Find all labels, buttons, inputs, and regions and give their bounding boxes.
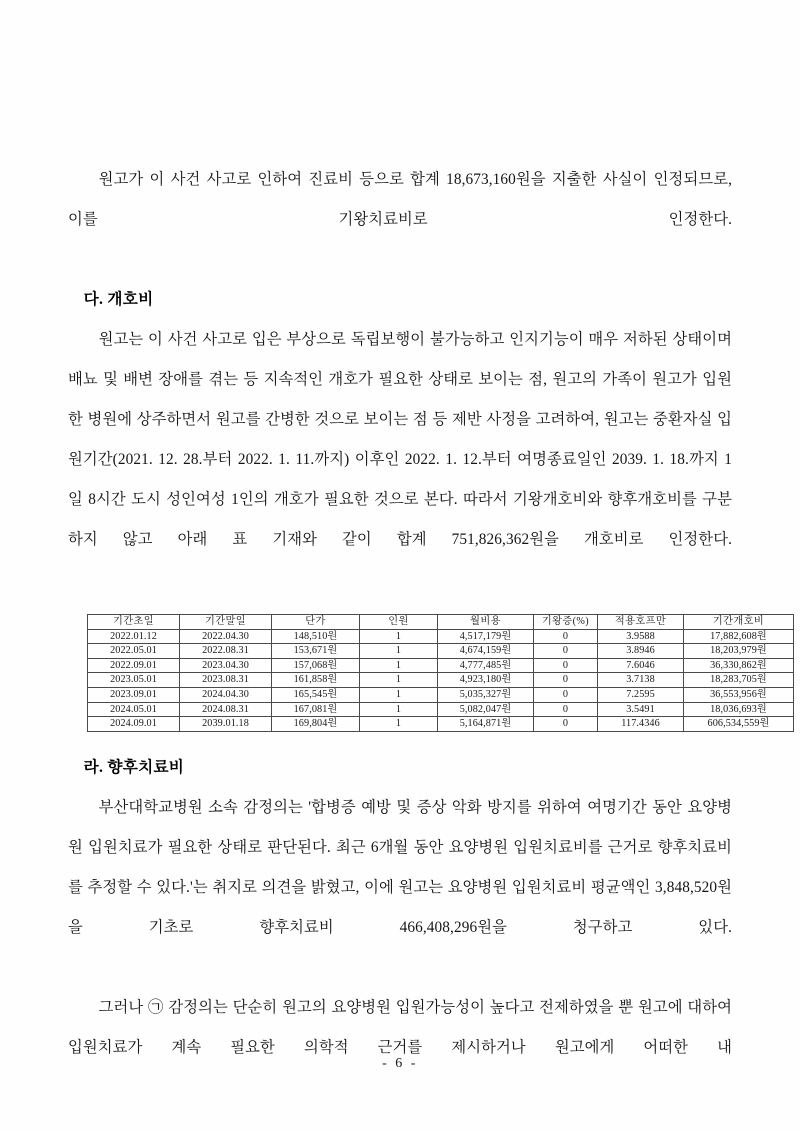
cell-hoffman-factor: 3.8946 [598, 644, 684, 659]
column-header-hoffman-factor: 적용호프만 [598, 615, 684, 630]
cell-period-care-cost: 17,882,608원 [684, 629, 794, 644]
cell-hoffman-factor: 117.4346 [598, 717, 684, 732]
table-row [88, 673, 794, 688]
cell-period-end: 2023.08.31 [180, 673, 272, 688]
cell-monthly-cost: 5,082,047원 [438, 702, 534, 717]
table-header-row [88, 615, 794, 630]
cell-period-start: 2022.01.12 [88, 629, 180, 644]
cell-persons: 1 [360, 629, 438, 644]
cell-preexisting-pct: 0 [534, 629, 598, 644]
cell-period-care-cost: 36,553,956원 [684, 687, 794, 702]
cell-unit-price: 167,081원 [272, 702, 360, 717]
cell-period-start: 2023.05.01 [88, 673, 180, 688]
column-header-period-care-cost: 기간개호비 [684, 615, 794, 630]
cell-period-care-cost: 18,203,979원 [684, 644, 794, 659]
cell-hoffman-factor: 7.2595 [598, 687, 684, 702]
cell-unit-price: 148,510원 [272, 629, 360, 644]
cell-period-end: 2022.08.31 [180, 644, 272, 659]
cell-persons: 1 [360, 702, 438, 717]
column-header-period-end: 기간말일 [180, 615, 272, 630]
cell-hoffman-factor: 3.9588 [598, 629, 684, 644]
cell-unit-price: 169,804원 [272, 717, 360, 732]
cell-monthly-cost: 4,517,179원 [438, 629, 534, 644]
table-row [88, 717, 794, 732]
cell-unit-price: 153,671원 [272, 644, 360, 659]
paragraph-expert-opinion: 부산대학교병원 소속 감정의는 '합병증 예방 및 증상 악화 방지를 위하여 여명기간 동안 요양병원 입원치료가 필요한 상태로 판단된다. 최근 6개월 동안 요양병원 입원치료비를 근거로 향후치료비를 추정할 수 있다.'는 취지로 의견을 밝혔고, 이에 원고는 요양병원 입원치료비 평균액인 3,848,520원을 기초로 향후치료비 466,408,296원을 청구하고 있다. [68, 798, 732, 936]
cell-hoffman-factor: 3.5491 [598, 702, 684, 717]
heading-future-treatment-expenses: 라. 향후치료비 [83, 758, 185, 776]
cell-monthly-cost: 5,035,327원 [438, 687, 534, 702]
care-expense-table [87, 614, 794, 732]
cell-persons: 1 [360, 687, 438, 702]
column-header-persons: 인원 [360, 615, 438, 630]
column-header-monthly-cost: 월비용 [438, 615, 534, 630]
cell-period-end: 2024.08.31 [180, 702, 272, 717]
cell-persons: 1 [360, 658, 438, 673]
cell-preexisting-pct: 0 [534, 687, 598, 702]
cell-period-care-cost: 18,283,705원 [684, 673, 794, 688]
cell-period-start: 2023.09.01 [88, 687, 180, 702]
cell-monthly-cost: 4,674,159원 [438, 644, 534, 659]
paragraph-medical-expenses: 원고가 이 사건 사고로 인하여 진료비 등으로 합계 18,673,160원을 지출한 사실이 인정되므로, 이를 기왕치료비로 인정한다. [68, 171, 732, 228]
cell-period-end: 2022.04.30 [180, 629, 272, 644]
cell-preexisting-pct: 0 [534, 673, 598, 688]
column-header-period-start: 기간초일 [88, 615, 180, 630]
table-row [88, 658, 794, 673]
table-row [88, 702, 794, 717]
cell-unit-price: 165,545원 [272, 687, 360, 702]
cell-preexisting-pct: 0 [534, 702, 598, 717]
cell-monthly-cost: 5,164,871원 [438, 717, 534, 732]
cell-preexisting-pct: 0 [534, 717, 598, 732]
cell-period-start: 2022.05.01 [88, 644, 180, 659]
cell-preexisting-pct: 0 [534, 644, 598, 659]
cell-monthly-cost: 4,923,180원 [438, 673, 534, 688]
cell-period-care-cost: 18,036,693원 [684, 702, 794, 717]
cell-unit-price: 161,858원 [272, 673, 360, 688]
cell-period-start: 2024.05.01 [88, 702, 180, 717]
page-content [68, 160, 770, 1108]
cell-period-end: 2024.04.30 [180, 687, 272, 702]
care-expense-table-wrapper [87, 614, 770, 732]
cell-hoffman-factor: 7.6046 [598, 658, 684, 673]
heading-care-expenses: 다. 개호비 [83, 291, 154, 308]
cell-preexisting-pct: 0 [534, 658, 598, 673]
paragraph-care-expenses-reasoning: 원고는 이 사건 사고로 입은 부상으로 독립보행이 불가능하고 인지기능이 매우 저하된 상태이며 배뇨 및 배변 장애를 겪는 등 지속적인 개호가 필요한 상태로 보이는 점, 원고의 가족이 원고가 입원한 병원에 상주하면서 원고를 간병한 것으로 보이는 점 등 제반 사정을 고려하여, 원고는 중환자실 입원기간(2021. 12. 28.부터 2022. 1. 11.까지) 이후인 2022. 1. 12.부터 여명종료일인 2039. 1. 18.까지 1일 8시간 도시 성인여성 1인의 개호가 필요한 것으로 본다. 따라서 기왕개호비와 향후개호비를 구분하지 않고 아래 표 기재와 같이 합계 751,826,362원을 개호비로 인정한다. [68, 331, 732, 548]
cell-unit-price: 157,068원 [272, 658, 360, 673]
cell-period-start: 2024.09.01 [88, 717, 180, 732]
table-row [88, 644, 794, 659]
cell-period-start: 2022.09.01 [88, 658, 180, 673]
cell-persons: 1 [360, 717, 438, 732]
cell-persons: 1 [360, 644, 438, 659]
paragraph-court-reasoning: 그러나 ㉠ 감정의는 단순히 원고의 요양병원 입원가능성이 높다고 전제하였을 뿐 원고에 대하여 입원치료가 계속 필요한 의학적 근거를 제시하거나 원고에게 어떠한 내 [68, 998, 732, 1056]
column-header-preexisting-pct: 기왕증(%) [534, 615, 598, 630]
cell-period-care-cost: 606,534,559원 [684, 717, 794, 732]
cell-period-end: 2023.04.30 [180, 658, 272, 673]
cell-period-care-cost: 36,330,862원 [684, 658, 794, 673]
page-number: - 6 - [382, 1056, 418, 1071]
table-row [88, 629, 794, 644]
cell-persons: 1 [360, 673, 438, 688]
cell-monthly-cost: 4,777,485원 [438, 658, 534, 673]
column-header-unit-price: 단가 [272, 615, 360, 630]
cell-period-end: 2039.01.18 [180, 717, 272, 732]
table-row [88, 687, 794, 702]
cell-hoffman-factor: 3.7138 [598, 673, 684, 688]
